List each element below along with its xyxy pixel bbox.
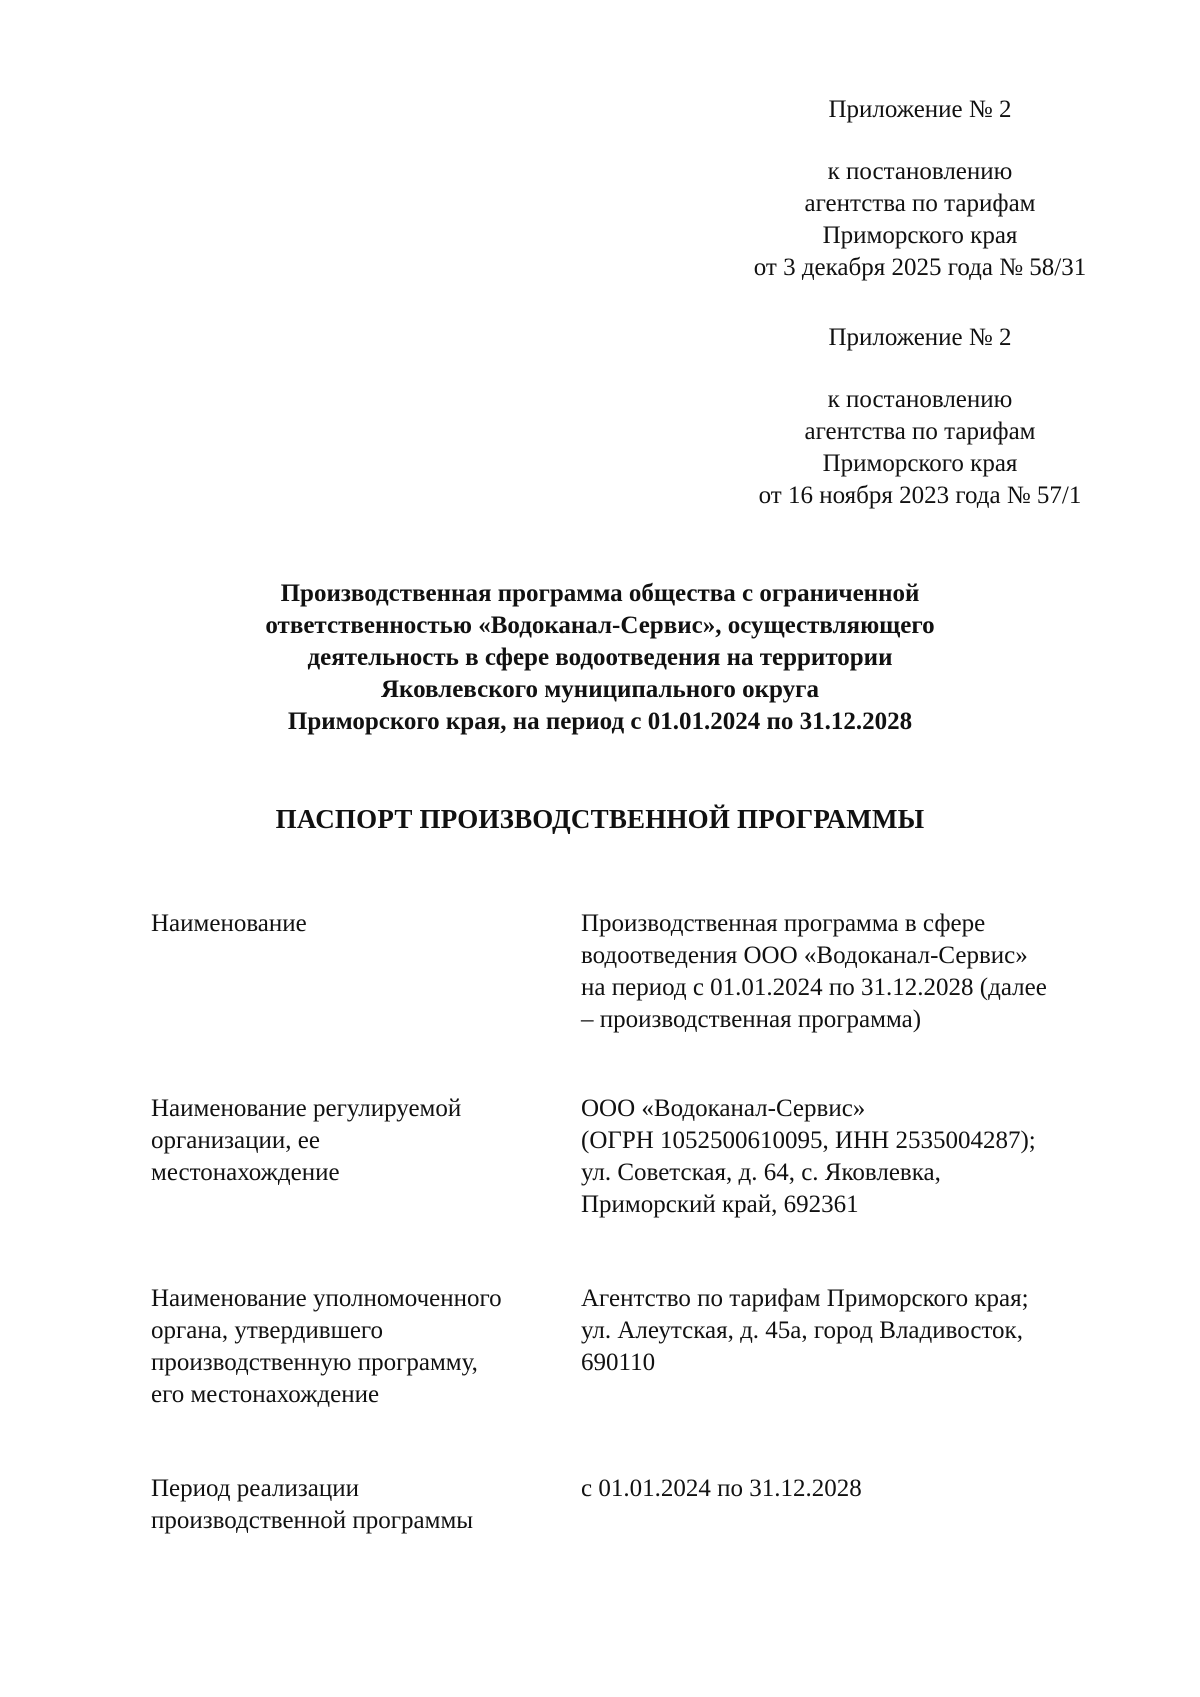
appendix-date-line: от 16 ноября 2023 года № 57/1 [758, 482, 1082, 509]
value-line: 690110 [581, 1349, 656, 1376]
document-title-line: Яковлевского муниципального округа [381, 676, 819, 703]
value-line: (ОГРН 1052500610095, ИНН 2535004287); [581, 1127, 1036, 1154]
label-line: органа, утвердившего [151, 1317, 384, 1344]
value-line: с 01.01.2024 по 31.12.2028 [581, 1475, 862, 1502]
document-title-line: Производственная программа общества с ограниченной [280, 580, 920, 607]
value-line: Приморский край, 692361 [581, 1191, 859, 1218]
appendix-title: Приложение № 2 [828, 96, 1012, 123]
value-line: ООО «Водоканал-Сервис» [581, 1095, 866, 1122]
passport-row-value [581, 1473, 1111, 1505]
appendix-line: к постановлению [827, 158, 1013, 185]
value-line: водоотведения ООО «Водоканал-Сервис» [581, 942, 1028, 969]
appendix-line: агентства по тарифам [804, 190, 1036, 217]
passport-row-label [151, 1093, 551, 1189]
appendix-date-line: от 3 декабря 2025 года № 58/31 [753, 254, 1087, 281]
appendix-title: Приложение № 2 [828, 324, 1012, 351]
value-line: – производственная программа) [581, 1006, 922, 1033]
passport-row-value [581, 908, 1111, 1036]
appendix-line: к постановлению [827, 386, 1013, 413]
appendix-line: Приморского края [822, 450, 1018, 477]
value-line: ул. Алеутская, д. 45а, город Владивосток, [581, 1317, 1023, 1344]
passport-row-value [581, 1283, 1111, 1379]
value-line: Производственная программа в сфере [581, 910, 986, 937]
value-line: ул. Советская, д. 64, с. Яковлевка, [581, 1159, 941, 1186]
document-title-line: деятельность в сфере водоотведения на территории [307, 644, 893, 671]
appendix-line: агентства по тарифам [804, 418, 1036, 445]
value-line: на период с 01.01.2024 по 31.12.2028 (далее [581, 974, 1047, 1001]
appendix-line: Приморского края [822, 222, 1018, 249]
label-line: его местонахождение [151, 1381, 380, 1408]
label-line: Наименование регулируемой [151, 1095, 462, 1122]
label-line: местонахождение [151, 1159, 340, 1186]
passport-row-label [151, 1283, 551, 1411]
label-line: Наименование уполномоченного [151, 1285, 502, 1312]
passport-heading: ПАСПОРТ ПРОИЗВОДСТВЕННОЙ ПРОГРАММЫ [275, 804, 925, 834]
label-line: производственную программу, [151, 1349, 478, 1376]
document-title [150, 578, 1050, 738]
label-line: производственной программы [151, 1507, 474, 1534]
label-line: организации, ее [151, 1127, 320, 1154]
appendix-block-original [700, 322, 1140, 512]
document-title-line: ответственностью «Водоканал-Сервис», осуществляющего [265, 612, 935, 639]
label-line: Наименование [151, 910, 307, 937]
appendix-block-current [700, 94, 1140, 284]
value-line: Агентство по тарифам Приморского края; [581, 1285, 1029, 1312]
passport-row-label [151, 908, 551, 940]
label-line: Период реализации [151, 1475, 359, 1502]
passport-row-value [581, 1093, 1111, 1221]
passport-row-label [151, 1473, 551, 1537]
document-title-line: Приморского края, на период с 01.01.2024 по 31.12.2028 [287, 708, 913, 735]
